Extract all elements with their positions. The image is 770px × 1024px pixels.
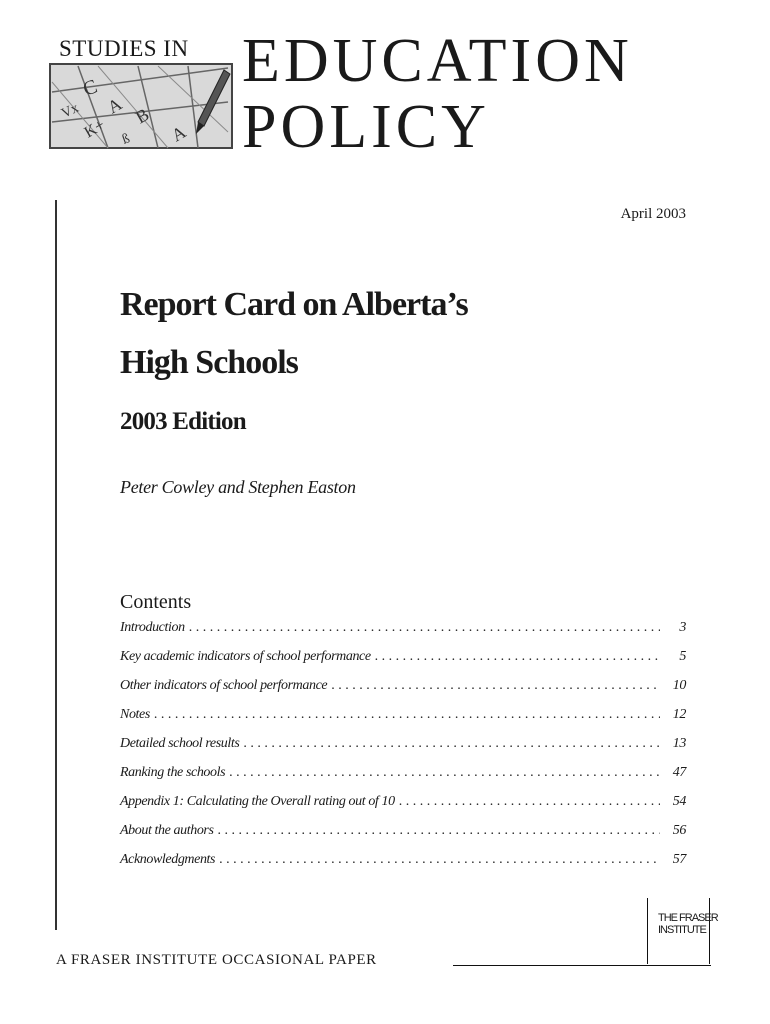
toc-entry-label: About the authors [120, 823, 214, 838]
toc-entry-label: Detailed school results [120, 736, 240, 751]
toc-entry-label: Notes [120, 707, 150, 722]
series-title-line2: POLICY [242, 93, 490, 161]
toc-entry[interactable] [120, 678, 686, 707]
toc-entry[interactable] [120, 736, 686, 765]
toc-leader-dots [229, 765, 660, 781]
svg-text:B: B [132, 104, 153, 128]
edition-label: 2003 Edition [120, 408, 246, 435]
paper-type-label: A FRASER INSTITUTE OCCASIONAL PAPER [56, 952, 377, 968]
footer-rule [453, 965, 711, 966]
toc-entry-page: 56 [672, 823, 686, 838]
toc-leader-dots [375, 649, 660, 665]
authors: Peter Cowley and Stephen Easton [120, 477, 356, 497]
toc-entry-label: Introduction [120, 620, 185, 635]
toc-leader-dots [399, 794, 660, 810]
toc-leader-dots [154, 707, 660, 723]
toc-entry[interactable] [120, 823, 686, 852]
publication-date: April 2003 [620, 206, 686, 222]
series-label-small: STUDIES IN [59, 36, 189, 61]
toc-entry-label: Acknowledgments [120, 852, 216, 867]
institute-logo-line1: THE FRASER [658, 912, 718, 924]
toc-entry[interactable] [120, 649, 686, 678]
svg-text:A: A [104, 93, 126, 118]
toc-entry[interactable] [120, 794, 686, 823]
series-title-line1: EDUCATION [242, 27, 633, 95]
toc-entry-page: 10 [672, 678, 686, 693]
toc-entry-page: 47 [672, 765, 686, 780]
toc-leader-dots [331, 678, 660, 694]
toc-entry-label: Other indicators of school performance [120, 678, 328, 693]
toc-entry-page: 3 [679, 620, 686, 635]
education-sketch-logo [48, 62, 234, 150]
institute-logo [658, 912, 718, 936]
contents-heading: Contents [120, 591, 192, 613]
toc-leader-dots [243, 736, 660, 752]
svg-text:C: C [80, 75, 101, 101]
report-title-line2: High Schools [120, 344, 298, 381]
toc-leader-dots [219, 852, 660, 868]
toc-entry[interactable] [120, 852, 686, 881]
svg-text:ß: ß [120, 131, 132, 148]
toc-entry-page: 54 [672, 794, 686, 809]
svg-text:Vx: Vx [59, 100, 82, 122]
toc-leader-dots [218, 823, 660, 839]
toc-entry[interactable] [120, 765, 686, 794]
toc-entry-page: 57 [672, 852, 686, 867]
toc-entry-page: 12 [672, 707, 686, 722]
toc-leader-dots [189, 620, 660, 636]
svg-text:K+: K+ [81, 116, 108, 142]
left-margin-rule [55, 200, 57, 930]
toc-entry-label: Key academic indicators of school performance [120, 649, 371, 664]
table-of-contents [120, 620, 686, 881]
toc-entry-page: 13 [672, 736, 686, 751]
report-title-line1: Report Card on Alberta’s [120, 286, 468, 323]
institute-logo-line2: INSTITUTE [658, 924, 706, 936]
svg-text:A: A [168, 121, 190, 146]
toc-entry-label: Ranking the schools [120, 765, 226, 780]
toc-entry[interactable] [120, 620, 686, 649]
toc-entry-page: 5 [679, 649, 686, 664]
toc-entry-label: Appendix 1: Calculating the Overall rating out of 10 [120, 794, 395, 809]
toc-entry[interactable] [120, 707, 686, 736]
